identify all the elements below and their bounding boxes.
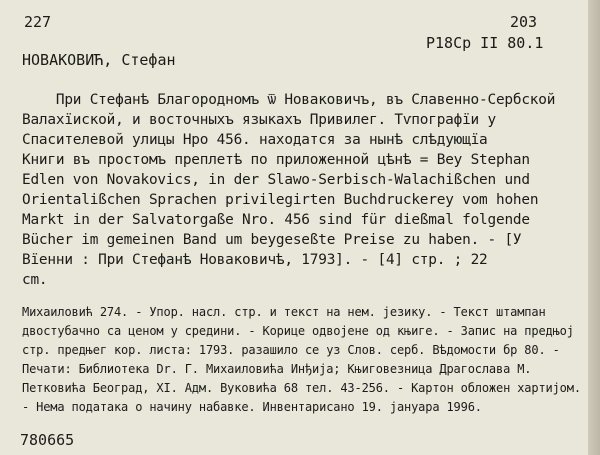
author-heading: НОВАКОВИЋ, Стефан xyxy=(22,51,176,69)
description-line: Валахїиской, и восточныхъ языкахъ Привилег. Тѵпографїи у xyxy=(22,112,496,128)
description-line: Bücher im gemeinen Band um beygeseßte Preise zu haben. - [У xyxy=(22,232,522,248)
card-number-right: 203 xyxy=(510,13,538,31)
note-line: двостубачно са ценом у средини. - Корице одвојене од књиге. - Запис на предњој xyxy=(22,324,574,338)
inventory-number: 780665 xyxy=(20,431,75,449)
description-line: При Стефанѣ Благородномъ ѿ Новаковичъ, въ Славенно-Сербской xyxy=(22,92,556,108)
note-line: - Нема података о начину набавке. Инвентарисано 19. јануара 1996. xyxy=(22,400,482,414)
shelfmark: Р18Ср II 80.1 xyxy=(426,34,544,52)
description-line: Markt in der Salvatorgaße Nro. 456 sind für dießmal folgende xyxy=(22,212,530,228)
description-line: Вїенни : При Стефанѣ Новаковичѣ, 1793]. - [4] стр. ; 22 xyxy=(22,252,488,268)
note-line: Михаиловић 274. - Упор. насл. стр. и текст на нем. језику. - Текст штампан xyxy=(22,305,546,319)
note-line: Петковића Београд, XI. Адм. Вуковића 68 тел. 43-256. - Картон обложен хартијом. xyxy=(22,381,581,395)
description-line: cm. xyxy=(22,272,48,288)
card-number-left: 227 xyxy=(24,13,52,31)
note-line: стр. предњег кор. листа: 1793. разашило се уз Слов. серб. Вѣдомости бр 80. - xyxy=(22,343,560,357)
note-line: Печати: Библиотека Dr. Г. Михаиловића Инђија; Књиговезница Драгослава М. xyxy=(22,362,532,376)
description-line: Книги въ простомъ преплетѣ по приложенной цѣнѣ = Bey Stephan xyxy=(22,152,530,168)
adjacent-card-edge xyxy=(588,0,600,455)
description-line: Edlen von Novakovics, in der Slawo-Serbisch-Walachißchen und xyxy=(22,172,530,188)
description-line: Orientalißchen Sprachen privilegirten Buchdruckerey vom hohen xyxy=(22,192,539,208)
description-line: Спасителевой улицы Нро 456. находатся за нынѣ слѣдующїа xyxy=(22,132,488,148)
